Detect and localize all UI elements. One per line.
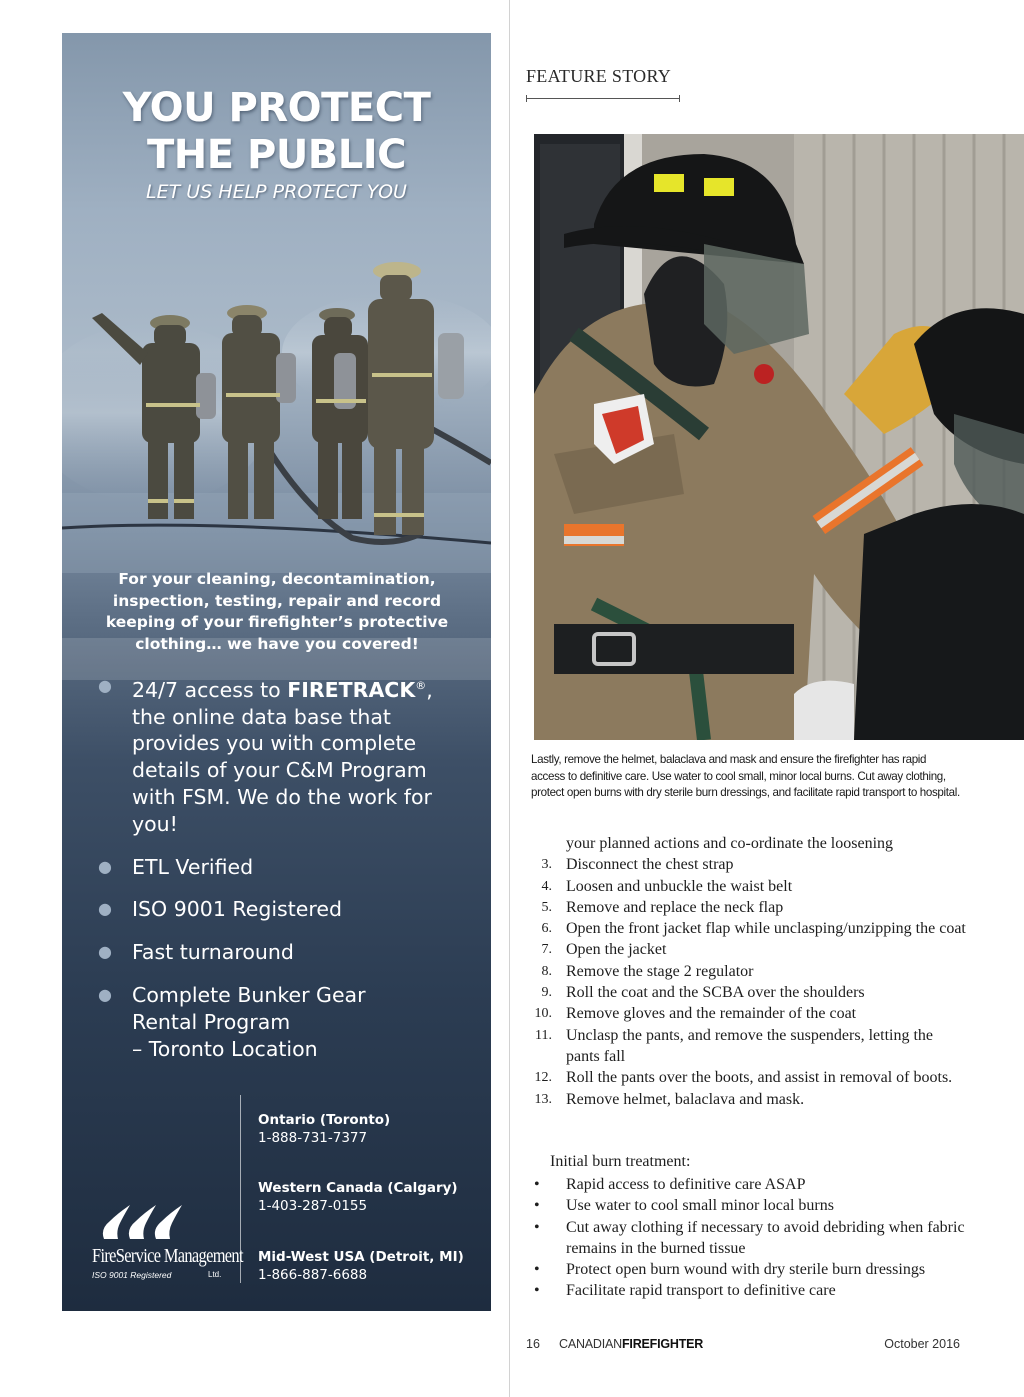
firetrack-brand: FIRETRACK <box>287 677 416 702</box>
step-text: Remove the stage 2 regulator <box>566 962 754 980</box>
burn-treatment-text: Use water to cool small minor local burns <box>566 1197 834 1215</box>
step-text: Open the front jacket flap while unclasping/unzipping the coat <box>566 920 966 938</box>
step-text: Roll the coat and the SCBA over the shoulders <box>566 984 865 1002</box>
firefighter-removing-helmet-photo <box>534 134 1024 740</box>
ad-subheadline: LET US HELP PROTECT YOU <box>146 181 407 203</box>
burn-treatment-item <box>530 1280 970 1301</box>
burn-treatment-item <box>530 1259 970 1280</box>
ad-feature-text: ISO 9001 Registered <box>132 897 342 922</box>
logo-swoosh-icon <box>96 1199 196 1243</box>
bullet-icon: ● <box>98 676 112 695</box>
ad-feature-item <box>98 854 468 881</box>
location-western-canada <box>258 1179 478 1215</box>
step-text: Remove and replace the neck flap <box>566 898 784 916</box>
bullet-icon: • <box>534 1218 540 1236</box>
magazine-title: FIREFIGHTER <box>622 1337 704 1351</box>
page-number: 16 <box>526 1337 540 1351</box>
burn-treatment-item <box>530 1174 970 1195</box>
location-phone: 1-888-731-7377 <box>258 1130 368 1146</box>
ad-intro-text: For your cleaning, decontamination, inspection, testing, repair and record keeping of your firefighter’s protective clothing… we have you covered! <box>105 570 449 653</box>
step-item <box>530 876 970 897</box>
ad-feature-text: ETL Verified <box>132 854 254 879</box>
location-phone: 1-403-287-0155 <box>258 1198 368 1214</box>
bullet-icon: ● <box>98 856 112 876</box>
step-item <box>530 961 970 982</box>
location-midwest-usa <box>258 1248 478 1284</box>
logo-tagline: ISO 9001 Registered <box>92 1270 172 1280</box>
step-text: your planned actions and co-ordinate the loosening <box>566 835 894 852</box>
burn-treatment-text: Facilitate rapid transport to definitive care <box>566 1282 836 1300</box>
bullet-icon: • <box>534 1282 540 1300</box>
step-text: Open the jacket <box>566 941 667 959</box>
step-item <box>530 854 970 875</box>
ad-feature-item <box>98 896 468 923</box>
ad-headline <box>62 85 491 179</box>
step-item <box>530 918 970 939</box>
magazine-name <box>559 1337 703 1351</box>
registered-mark: ® <box>415 679 427 692</box>
ad-feature-text: , the online data base that provides you with complete details of your C&M Program with FSM. We do the work for you! <box>132 677 433 836</box>
step-number: 8. <box>541 963 552 979</box>
ad-feature-item <box>98 939 468 966</box>
burn-treatment-item <box>530 1195 970 1216</box>
step-number: 11. <box>535 1027 552 1043</box>
step-number: 5. <box>541 899 552 915</box>
burn-treatment-item <box>530 1217 970 1260</box>
step-item <box>530 1003 970 1024</box>
step-text: Roll the pants over the boots, and assist in removal of boots. <box>566 1069 953 1087</box>
procedure-steps <box>530 833 970 1110</box>
step-number: 6. <box>541 921 552 937</box>
step-item <box>530 897 970 918</box>
ad-headline-line-1: YOU PROTECT <box>122 85 431 131</box>
step-number: 4. <box>541 878 552 894</box>
ad-headline-line-2: THE PUBLIC <box>146 132 407 178</box>
ad-feature-text: Rental Program <box>132 1009 291 1034</box>
ad-feature-text: Fast turnaround <box>132 940 294 965</box>
logo-suffix: Ltd. <box>208 1270 222 1279</box>
step-item <box>530 1025 970 1068</box>
ad-feature-item <box>98 982 468 1062</box>
ad-feature-text: 24/7 access to <box>132 677 288 702</box>
ad-feature-list <box>98 673 468 1078</box>
step-item <box>530 1067 970 1088</box>
advertisement-panel <box>62 33 491 1311</box>
ad-feature-text: – Toronto Location <box>132 1036 318 1061</box>
fireservice-management-logo <box>88 1193 243 1283</box>
step-item <box>530 982 970 1003</box>
bullet-icon: • <box>534 1176 540 1193</box>
step-item <box>530 939 970 960</box>
continued-step-text <box>530 833 970 854</box>
burn-treatment-text: Rapid access to definitive care ASAP <box>566 1176 806 1193</box>
step-item <box>530 1089 970 1110</box>
step-text: Disconnect the chest strap <box>566 856 734 874</box>
step-text: Loosen and unbuckle the waist belt <box>566 877 793 895</box>
location-phone: 1-866-887-6688 <box>258 1267 368 1283</box>
burn-treatment-text: Cut away clothing if necessary to avoid debriding when fabric remains in the burned tissue <box>566 1218 965 1257</box>
firefighters-hose-photo <box>62 203 491 573</box>
section-label: FEATURE STORY <box>526 66 672 86</box>
burn-treatment-list <box>530 1174 970 1302</box>
step-number: 13. <box>534 1091 552 1107</box>
step-number: 10. <box>534 1006 552 1022</box>
section-rule <box>526 98 680 99</box>
location-name: Mid-West USA (Detroit, MI) <box>258 1249 464 1265</box>
step-number: 12. <box>534 1070 552 1086</box>
step-text: Remove gloves and the remainder of the coat <box>566 1005 857 1023</box>
page-gutter <box>509 0 510 1397</box>
ad-feature-text: Complete Bunker Gear <box>132 983 366 1007</box>
bullet-icon: • <box>534 1197 540 1215</box>
issue-date: October 2016 <box>884 1337 960 1351</box>
photo-caption: Lastly, remove the helmet, balaclava and mask and ensure the firefighter has rapid access to definitive care. Use water to cool small, minor local burns. Cut away clothing, protect open burns with dry sterile burn dressings, and facilitate rapid transport to hospital. <box>531 753 960 799</box>
bullet-icon: ● <box>98 899 112 919</box>
step-number: 7. <box>541 942 552 958</box>
bullet-icon: ● <box>98 985 112 1004</box>
step-number: 9. <box>541 985 552 1001</box>
burn-treatment-heading: Initial burn treatment: <box>550 1153 691 1170</box>
location-name: Ontario (Toronto) <box>258 1112 391 1128</box>
location-name: Western Canada (Calgary) <box>258 1180 458 1196</box>
step-text: Remove helmet, balaclava and mask. <box>566 1090 805 1108</box>
step-number: 3. <box>541 857 552 873</box>
ad-feature-item <box>98 673 468 838</box>
bullet-icon: ● <box>98 942 112 962</box>
step-text: Unclasp the pants, and remove the suspenders, letting the pants fall <box>566 1026 934 1065</box>
bullet-icon: • <box>534 1261 540 1279</box>
location-ontario <box>258 1111 478 1147</box>
burn-treatment-text: Protect open burn wound with dry sterile burn dressings <box>566 1261 926 1279</box>
magazine-prefix: CANADIAN <box>559 1337 622 1351</box>
logo-name: FireService Management <box>92 1245 243 1267</box>
